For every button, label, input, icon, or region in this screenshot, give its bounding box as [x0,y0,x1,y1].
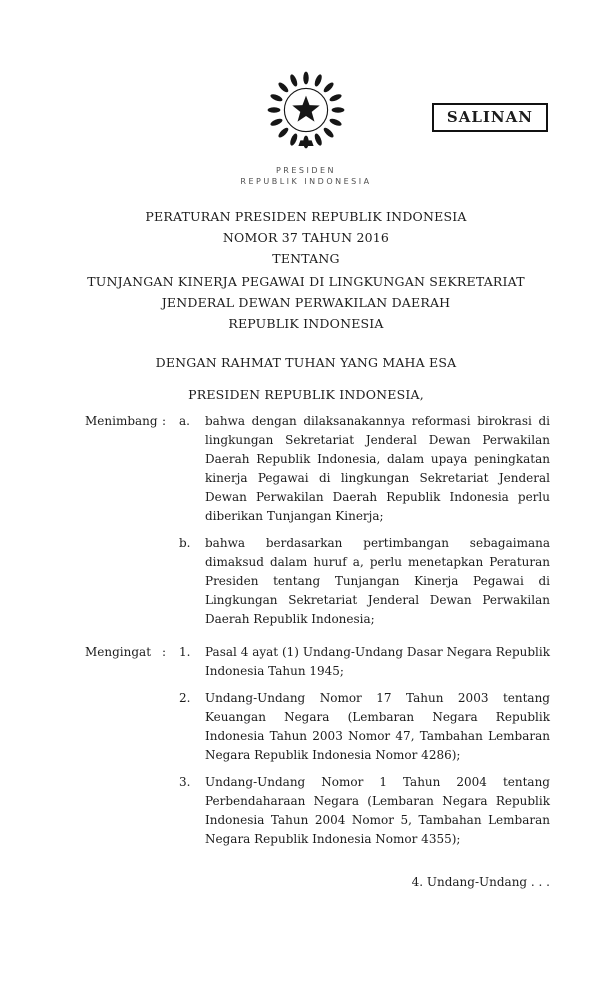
clause-text: Undang-Undang Nomor 17 Tahun 2003 tentang Keuangan Negara (Lembaran Negara Republik Indonesia Tahun 2003 Nomor 47, Tambahan Lembaran Negara Republik Indonesia Nomor 4286); [205,691,550,762]
document-body [85,412,550,892]
presidential-seal-icon [266,68,346,152]
clause-text: bahwa dengan dilaksanakannya reformasi birokrasi di lingkungan Sekretariat Jenderal Dewan Perwakilan Daerah Republik Indonesia, dalam upaya peningkatan kinerja Pegawai di lingkungan Sekretariat Jenderal Dewan Perwakilan Daerah Republik Indonesia perlu diberikan Tunjangan Kinerja; [205,414,550,523]
regulation-number: NOMOR 37 TAHUN 2016 [222,230,390,245]
letterhead-republik-indonesia: REPUBLIK INDONESIA [240,177,372,186]
remembering-separator: : [162,645,167,659]
clause-marker: 3. [179,775,191,789]
clause-marker: a. [179,414,190,428]
authority-line: PRESIDEN REPUBLIK INDONESIA, [188,387,424,402]
remembering-item [85,773,550,849]
considering-item [85,412,550,526]
remembering-item [85,643,550,681]
subject-line-3: REPUBLIK INDONESIA [228,316,384,331]
subject-line-1: TUNJANGAN KINERJA PEGAWAI DI LINGKUNGAN SEKRETARIAT [87,274,525,289]
remembering-section [85,643,550,849]
tentang-label: TENTANG [272,251,340,266]
letterhead-presiden: PRESIDEN [275,166,337,175]
remembering-item [85,689,550,765]
invocation-line: DENGAN RAHMAT TUHAN YANG MAHA ESA [155,355,457,370]
clause-marker: 1. [179,645,191,659]
catchword: 4. Undang-Undang . . . [411,875,550,889]
clause-marker: 2. [179,691,191,705]
title-block [56,206,556,405]
clause-text: Pasal 4 ayat (1) Undang-Undang Dasar Negara Republik Indonesia Tahun 1945; [205,645,550,678]
considering-separator: : [162,414,167,428]
regulation-title: PERATURAN PRESIDEN REPUBLIK INDONESIA [145,209,467,224]
clause-marker: b. [179,536,191,550]
clause-text: Undang-Undang Nomor 1 Tahun 2004 tentang Perbendaharaan Negara (Lembaran Negara Republik Indonesia Tahun 2004 Nomor 5, Tambahan Lembaran Negara Republik Indonesia Nomor 4355); [205,775,550,846]
letterhead [0,165,612,187]
considering-section [85,412,550,629]
clause-text: bahwa berdasarkan pertimbangan sebagaimana dimaksud dalam huruf a, perlu menetapkan Peraturan Presiden tentang Tunjangan Kinerja Pegawai di Lingkungan Sekretariat Jenderal Dewan Perwakilan Daerah Republik Indonesia; [205,536,550,626]
copy-stamp: SALINAN [432,103,548,132]
considering-item [85,534,550,629]
considering-label: Menimbang [85,414,158,428]
remembering-label: Mengingat [85,645,152,659]
subject-line-2: JENDERAL DEWAN PERWAKILAN DAERAH [161,295,451,310]
